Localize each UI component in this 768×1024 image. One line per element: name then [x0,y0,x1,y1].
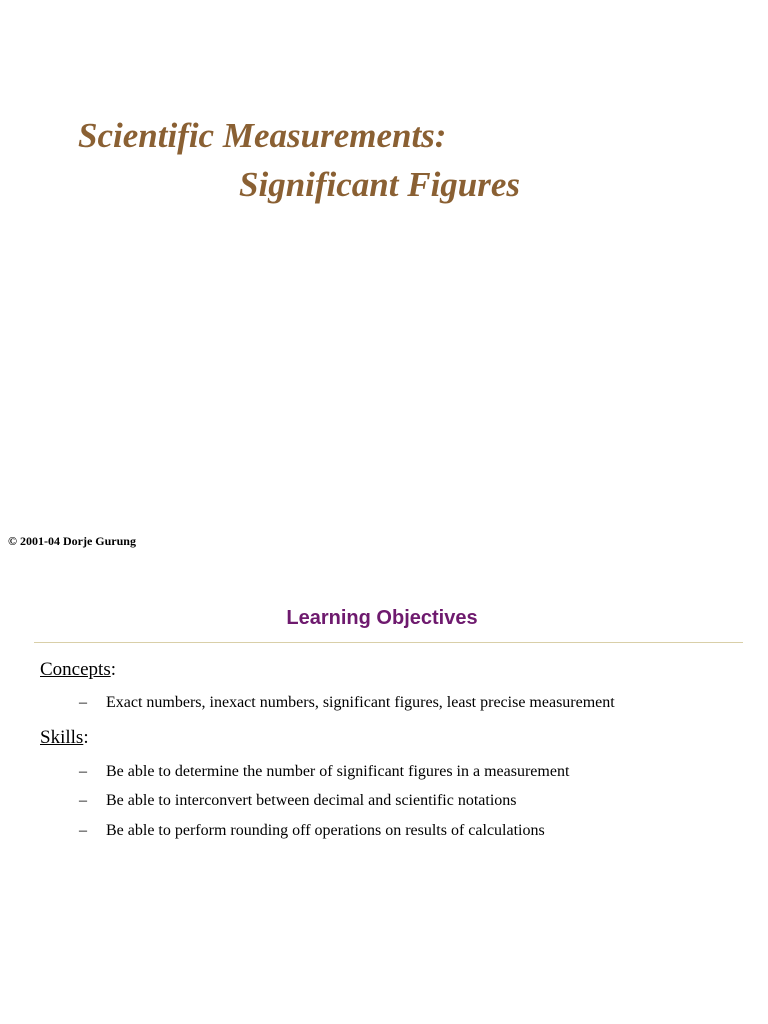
heading-divider [34,642,743,643]
skills-list-item [79,762,569,782]
concepts-list-item [79,693,615,713]
skills-label-colon: : [83,727,89,748]
bullet-dash: – [79,694,87,711]
skills-list-item [79,791,517,811]
copyright-notice: © 2001-04 Dorje Gurung [8,534,136,548]
skills-section-label [40,726,89,750]
bullet-dash: – [79,822,87,839]
skills-item-text: Be able to perform rounding off operations on results of calculations [106,822,545,839]
skills-list-item [79,821,545,841]
concepts-label-text: Concepts [40,659,111,680]
learning-objectives-heading: Learning Objectives [286,607,478,629]
skills-item-text: Be able to interconvert between decimal and scientific notations [106,792,517,809]
skills-label-text: Skills [40,727,84,748]
bullet-dash: – [79,792,87,809]
slide-title-line-1: Scientific Measurements: [78,116,447,155]
concepts-section-label [40,658,116,682]
skills-item-text: Be able to determine the number of significant figures in a measurement [106,763,570,780]
concepts-label-colon: : [110,659,116,680]
slide-title-line-2: Significant Figures [239,165,521,204]
bullet-dash: – [79,763,87,780]
concepts-item-text: Exact numbers, inexact numbers, significant figures, least precise measurement [106,694,615,711]
